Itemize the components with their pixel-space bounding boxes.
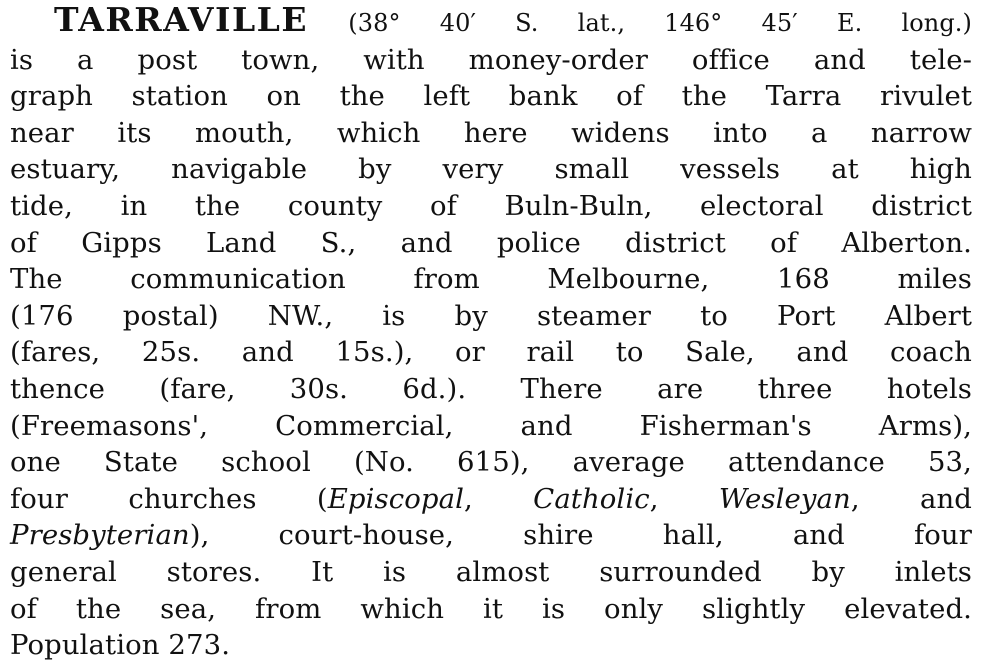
text-line: The communication from Melbourne, 168 miles (10, 263, 972, 296)
population-line: Population 273. (10, 629, 231, 662)
headword: TARRAVILLE (54, 0, 309, 39)
gazetteer-entry (10, 2, 972, 664)
text-line: graph station on the left bank of the Tarra rivulet (10, 80, 972, 113)
text-line: (176 postal) NW., is by steamer to Port Albert (10, 299, 972, 332)
coordinates: (38° 40′ S. lat., 146° 45′ E. long.) (348, 9, 972, 37)
text-line: thence (fare, 30s. 6d.). There are three hotels (10, 372, 972, 405)
churches-prefix: four churches ( (10, 482, 328, 515)
separator: , (464, 482, 534, 515)
text-line: tide, in the county of Buln-Buln, electoral district (10, 189, 972, 222)
text-line: of Gipps Land S., and police district of Alberton. (10, 226, 972, 259)
text-line: is a post town, with money-order office and tele- (10, 43, 972, 76)
buildings-line (10, 517, 972, 554)
text-line: general stores. It is almost surrounded by inlets (10, 555, 972, 588)
buildings-rest: ), court-house, shire hall, and four (189, 519, 972, 552)
text-line: (Freemasons', Commercial, and Fisherman's Arms), (10, 409, 972, 442)
text-line: one State school (No. 615), average attendance 53, (10, 446, 972, 479)
churches-line (10, 481, 972, 518)
churches-suffix: , and (850, 482, 973, 515)
church-catholic: Catholic (533, 482, 650, 515)
entry-heading-line (10, 2, 972, 42)
text-line: (fares, 25s. and 15s.), or rail to Sale, and coach (10, 336, 972, 369)
text-line: near its mouth, which here widens into a narrow (10, 116, 972, 149)
text-line: of the sea, from which it is only slightly elevated. (10, 592, 972, 625)
church-episcopal: Episcopal (327, 482, 464, 515)
separator: , (649, 482, 719, 515)
church-presbyterian: Presbyterian (10, 519, 190, 552)
church-wesleyan: Wesleyan (718, 482, 851, 515)
text-line: estuary, navigable by very small vessels at high (10, 153, 972, 186)
